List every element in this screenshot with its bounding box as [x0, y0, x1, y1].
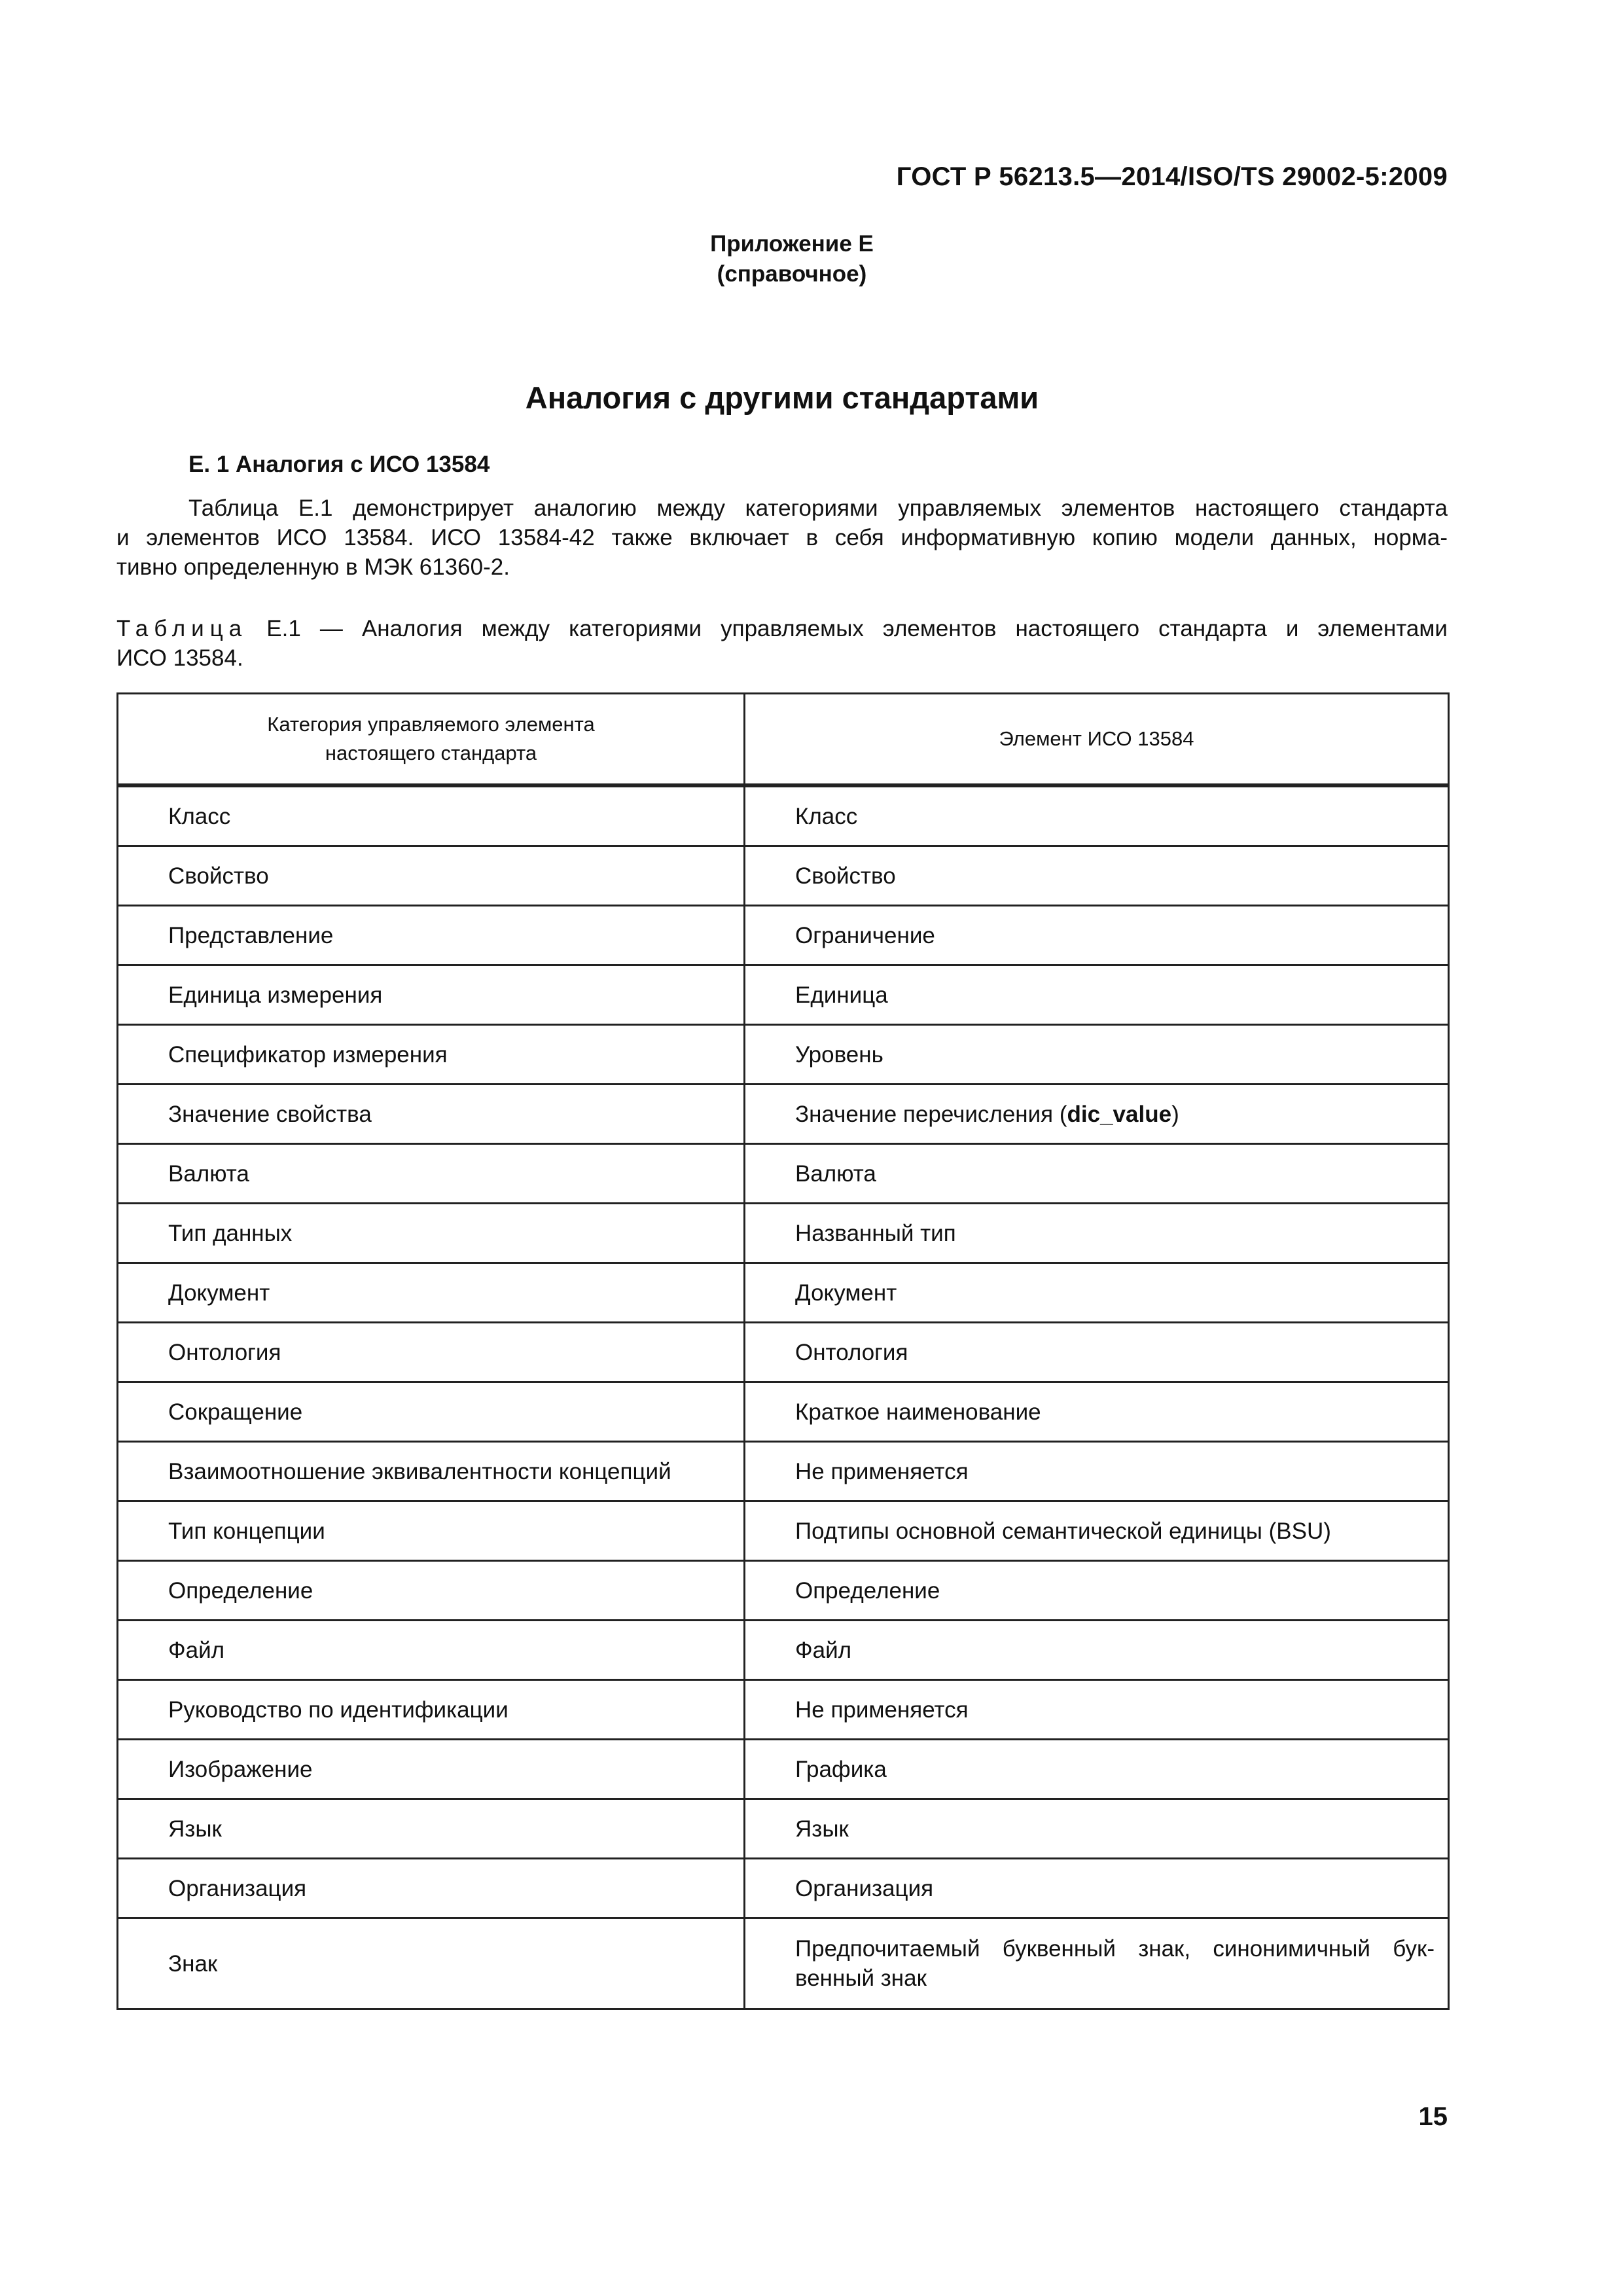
table-row [118, 1323, 1449, 1382]
cell-element [745, 1085, 1449, 1144]
table-row [118, 1501, 1449, 1561]
cell-element: Не применяется [745, 1680, 1449, 1740]
cell-element: Валюта [745, 1144, 1449, 1204]
cell-element: Краткое наименование [745, 1382, 1449, 1442]
cell-element: Документ [745, 1263, 1449, 1323]
table-caption-line-1 [116, 614, 1448, 643]
cell-element-prefix: Значение перечисления ( [795, 1101, 1067, 1127]
cell-category: Валюта [118, 1144, 745, 1204]
cell-element: Файл [745, 1621, 1449, 1680]
table-row [118, 785, 1449, 846]
intro-paragraph-line-1: Таблица Е.1 демонстрирует аналогию между категориями управляемых элементов настоящего стандарта [188, 495, 1448, 521]
header-category [118, 694, 745, 786]
cell-category: Спецификатор измерения [118, 1025, 745, 1085]
table-caption [116, 614, 1448, 673]
intro-paragraph-line-3: тивно определенную в МЭК 61360-2. [116, 554, 510, 580]
annex-status: (справочное) [717, 261, 867, 287]
table-row [118, 1859, 1449, 1918]
table-row [118, 1918, 1449, 2009]
cell-element: Свойство [745, 846, 1449, 906]
cell-category: Класс [118, 785, 745, 846]
cell-element: Названный тип [745, 1204, 1449, 1263]
cell-element: Единица [745, 965, 1449, 1025]
cell-element: Уровень [745, 1025, 1449, 1085]
annex-label: Приложение Е [710, 231, 874, 257]
cell-category: Тип концепции [118, 1501, 745, 1561]
cell-category: Знак [118, 1918, 745, 2009]
cell-category: Тип данных [118, 1204, 745, 1263]
cell-element: Графика [745, 1740, 1449, 1799]
annex-label-block [681, 229, 903, 289]
cell-category: Организация [118, 1859, 745, 1918]
cell-element: Не применяется [745, 1442, 1449, 1501]
cell-category: Значение свойства [118, 1085, 745, 1144]
cell-category: Файл [118, 1621, 745, 1680]
table-caption-text: Е.1 — Аналогия между категориями управляемых элементов настоящего стандарта и элементами [266, 616, 1448, 641]
table-row [118, 1085, 1449, 1144]
cell-category: Язык [118, 1799, 745, 1859]
cell-element: Определение [745, 1561, 1449, 1621]
table-row [118, 965, 1449, 1025]
cell-element-suffix: ) [1171, 1101, 1179, 1127]
cell-element: Язык [745, 1799, 1449, 1859]
header-category-line-2: настоящего стандарта [325, 742, 537, 764]
analogy-table [116, 692, 1450, 2010]
table-header-row [118, 694, 1449, 786]
cell-element: Организация [745, 1859, 1449, 1918]
table-row [118, 1740, 1449, 1799]
table-caption-word: Таблица [116, 616, 248, 641]
cell-element-code: dic_value [1067, 1101, 1172, 1127]
intro-paragraph [116, 493, 1448, 582]
annex-title: Аналогия с другими стандартами [525, 380, 1039, 415]
intro-paragraph-line-2: и элементов ИСО 13584. ИСО 13584-42 также включает в себя информативную копию модели данных, норма- [116, 525, 1448, 550]
table-row [118, 906, 1449, 965]
cell-category: Свойство [118, 846, 745, 906]
header-element: Элемент ИСО 13584 [745, 694, 1449, 786]
table-row [118, 1025, 1449, 1085]
cell-category: Взаимоотношение эквивалентности концепций [118, 1442, 745, 1501]
table-row [118, 1382, 1449, 1442]
table-row [118, 846, 1449, 906]
table-row [118, 1561, 1449, 1621]
cell-element: Онтология [745, 1323, 1449, 1382]
standard-code-header: ГОСТ Р 56213.5—2014/ISO/TS 29002-5:2009 [896, 162, 1448, 191]
header-category-line-1: Категория управляемого элемента [267, 713, 595, 736]
cell-element: Ограничение [745, 906, 1449, 965]
table-caption-line-2: ИСО 13584. [116, 645, 243, 671]
cell-category: Документ [118, 1263, 745, 1323]
cell-element: Подтипы основной семантической единицы (BSU) [745, 1501, 1449, 1561]
table-row [118, 1680, 1449, 1740]
cell-element: Класс [745, 785, 1449, 846]
cell-category: Изображение [118, 1740, 745, 1799]
cell-element: Предпочитаемый буквенный знак, синонимичный бук-венный знак [745, 1918, 1449, 2009]
table-row [118, 1144, 1449, 1204]
cell-category: Руководство по идентификации [118, 1680, 745, 1740]
table-row [118, 1799, 1449, 1859]
cell-category: Онтология [118, 1323, 745, 1382]
cell-category: Единица измерения [118, 965, 745, 1025]
cell-category: Представление [118, 906, 745, 965]
table-row [118, 1204, 1449, 1263]
page-number: 15 [1418, 2102, 1448, 2131]
cell-category: Определение [118, 1561, 745, 1621]
cell-category: Сокращение [118, 1382, 745, 1442]
table-row [118, 1621, 1449, 1680]
section-heading: Е. 1 Аналогия с ИСО 13584 [188, 452, 490, 477]
table-row [118, 1442, 1449, 1501]
table-row [118, 1263, 1449, 1323]
